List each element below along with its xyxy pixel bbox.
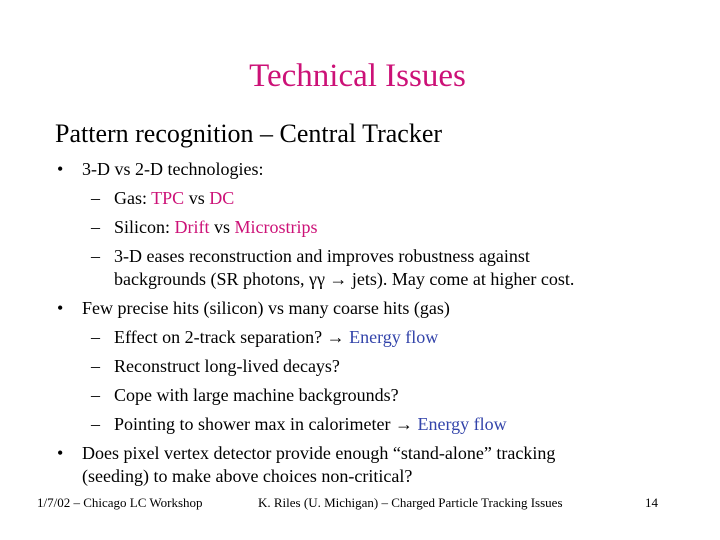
gas-label: Gas: bbox=[114, 188, 152, 208]
bullet-3-line2: (seeding) to make above choices non-critical? bbox=[82, 466, 413, 486]
dash-marker: – bbox=[91, 188, 100, 208]
dash-marker: – bbox=[91, 217, 100, 237]
bullet-2-text: Few precise hits (silicon) vs many coarse hits (gas) bbox=[82, 298, 450, 318]
tpc-text: TPC bbox=[151, 188, 185, 208]
energy-flow-text: Energy flow bbox=[417, 414, 507, 434]
slide-subtitle: Pattern recognition – Central Tracker bbox=[55, 119, 443, 148]
vs-text: vs bbox=[209, 217, 235, 237]
sub-item-two-track bbox=[114, 326, 438, 348]
slide-title: Technical Issues bbox=[249, 58, 466, 94]
dash-marker: – bbox=[91, 356, 100, 376]
dash-marker: – bbox=[91, 327, 100, 347]
dash-marker: – bbox=[91, 414, 100, 434]
sub-item-long-lived: Reconstruct long-lived decays? bbox=[114, 356, 340, 376]
bullet-1-text: 3-D vs 2-D technologies: bbox=[82, 159, 264, 179]
dc-text: DC bbox=[209, 188, 235, 208]
eases-text-a: backgrounds (SR photons, γγ bbox=[114, 269, 330, 289]
footer-author-title: K. Riles (U. Michigan) – Charged Particle Tracking Issues bbox=[258, 495, 563, 510]
two-track-text: Effect on 2-track separation? bbox=[114, 327, 327, 347]
sub-item-3d-eases-line2 bbox=[114, 268, 574, 290]
sub-item-pointing bbox=[114, 413, 507, 435]
dash-marker: – bbox=[91, 385, 100, 405]
arrow-icon: → bbox=[329, 269, 348, 289]
arrow-icon: → bbox=[326, 327, 345, 347]
dash-marker: – bbox=[91, 246, 100, 266]
footer-date-venue: 1/7/02 – Chicago LC Workshop bbox=[37, 495, 203, 510]
energy-flow-text: Energy flow bbox=[349, 327, 439, 347]
vs-text: vs bbox=[184, 188, 210, 208]
bullet-marker: • bbox=[57, 298, 64, 318]
drift-text: Drift bbox=[174, 217, 210, 237]
arrow-icon: → bbox=[394, 414, 413, 434]
bullet-marker: • bbox=[57, 159, 64, 179]
bullet-3-line1: Does pixel vertex detector provide enough “stand-alone” tracking bbox=[82, 443, 556, 463]
footer-page-number: 14 bbox=[645, 495, 658, 510]
pointing-text: Pointing to shower max in calorimeter bbox=[114, 414, 395, 434]
silicon-label: Silicon: bbox=[114, 217, 175, 237]
eases-text-b: jets). May come at higher cost. bbox=[347, 269, 575, 289]
sub-item-backgrounds: Cope with large machine backgrounds? bbox=[114, 385, 399, 405]
bullet-marker: • bbox=[57, 443, 64, 463]
sub-item-silicon bbox=[114, 216, 318, 238]
sub-item-gas bbox=[114, 187, 234, 209]
sub-item-3d-eases-line1: 3-D eases reconstruction and improves robustness against bbox=[114, 246, 530, 266]
microstrips-text: Microstrips bbox=[234, 217, 318, 237]
